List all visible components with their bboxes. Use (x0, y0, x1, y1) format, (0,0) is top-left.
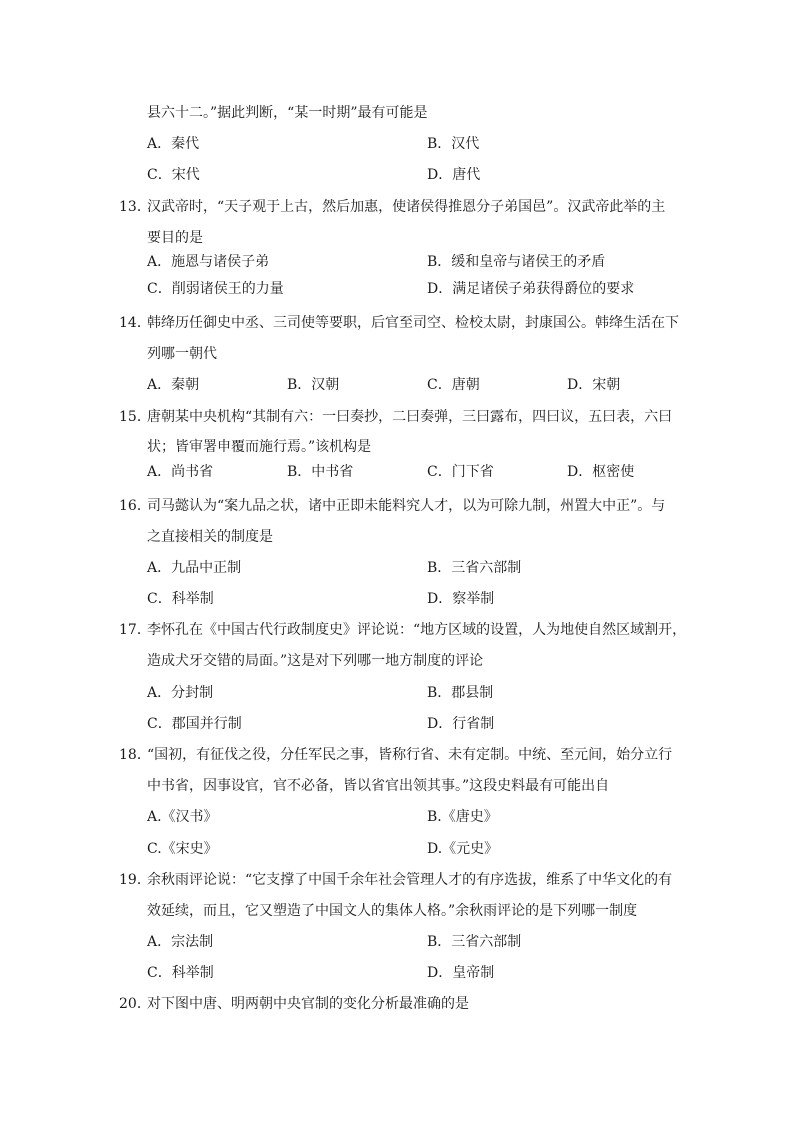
q15-option-c[interactable]: C．门下省 (427, 464, 494, 480)
q19-option-d[interactable]: D．皇帝制 (427, 965, 495, 981)
q19-text-line-1: 余秋雨评论说：“它支撑了中国千余年社会管理人才的有序选拔，维系了中华文化的有 (147, 872, 673, 888)
q16-text-line-1: 司马懿认为“案九品之状，诸中正即未能料究人才，以为可除九制，州置大中正”。与 (147, 498, 666, 514)
q20-number: 20． (119, 996, 151, 1012)
q16-option-a[interactable]: A．九品中正制 (147, 560, 242, 576)
q19-option-c[interactable]: C．科举制 (147, 965, 214, 981)
q18-number: 18． (119, 747, 151, 763)
q12-text-line: 县六十二。”据此判断，“某一时期”最有可能是 (147, 105, 428, 121)
q13-option-b[interactable]: B．缓和皇帝与诸侯王的矛盾 (427, 254, 606, 270)
q19-number: 19． (119, 872, 151, 888)
q17-option-b[interactable]: B．郡县制 (427, 685, 494, 701)
q19-option-b[interactable]: B．三省六部制 (427, 934, 522, 950)
q14-text-line-2: 列哪一朝代 (147, 346, 217, 362)
q12-option-d[interactable]: D．唐代 (427, 167, 481, 183)
q19-option-a[interactable]: A．宗法制 (147, 934, 214, 950)
q12-option-b[interactable]: B．汉代 (427, 136, 480, 152)
q12-option-c[interactable]: C．宋代 (147, 167, 200, 183)
q18-option-b[interactable]: B.《唐史》 (427, 809, 498, 825)
q17-option-a[interactable]: A．分封制 (147, 685, 214, 701)
q17-option-d[interactable]: D．行省制 (427, 716, 495, 732)
q13-text-line-1: 汉武帝时，“天子观于上古，然后加惠，使诸侯得推恩分子弟国邑”。汉武帝此举的主 (147, 199, 666, 215)
q14-text-line-1: 韩绛历任御史中丞、三司使等要职，后官至司空、检校太尉，封康国公。韩绛生活在下 (147, 315, 679, 331)
q14-option-a[interactable]: A．秦朝 (147, 377, 200, 393)
q13-option-a[interactable]: A．施恩与诸侯子弟 (147, 254, 270, 270)
q15-number: 15． (119, 409, 151, 425)
q18-option-c[interactable]: C.《宋史》 (147, 841, 218, 857)
q13-text-line-2: 要目的是 (147, 230, 203, 246)
q13-option-c[interactable]: C．削弱诸侯王的力量 (147, 281, 284, 297)
q15-option-a[interactable]: A．尚书省 (147, 464, 214, 480)
q17-text-line-1: 李怀孔在《中国古代行政制度史》评论说：“地方区域的设置，人为地使自然区域割开， (147, 622, 687, 638)
q18-option-d[interactable]: D.《元史》 (427, 841, 499, 857)
q14-option-b[interactable]: B．汉朝 (287, 377, 340, 393)
q19-text-line-2: 效延续，而且，它又塑造了中国文人的集体人格。”余秋雨评论的是下列哪一制度 (147, 903, 638, 919)
q18-text-line-1: “国初，有征伐之役，分任军民之事，皆称行省、未有定制。中统、至元间，始分立行 (147, 747, 673, 763)
q17-text-line-2: 造成犬牙交错的局面。”这是对下列哪一地方制度的评论 (147, 653, 484, 669)
q16-option-b[interactable]: B．三省六部制 (427, 560, 522, 576)
q16-text-line-2: 之直接相关的制度是 (147, 529, 273, 545)
q18-option-a[interactable]: A.《汉书》 (147, 809, 218, 825)
q18-text-line-2: 中书省，因事设官，官不必备，皆以省官出领其事。”这段史料最有可能出自 (147, 778, 610, 794)
q15-text-line-1: 唐朝某中央机构“其制有六：一曰奏抄，二曰奏弹，三曰露布，四曰议，五曰表，六曰 (147, 409, 673, 425)
q14-number: 14． (119, 315, 151, 331)
q15-text-line-2: 状；皆审署申覆而施行焉。”该机构是 (147, 439, 372, 455)
q17-number: 17． (119, 622, 151, 638)
q15-option-b[interactable]: B．中书省 (287, 464, 354, 480)
q16-option-d[interactable]: D．察举制 (427, 591, 495, 607)
q16-option-c[interactable]: C．科举制 (147, 591, 214, 607)
q16-number: 16． (119, 498, 151, 514)
q20-text-line-1: 对下图中唐、明两朝中央官制的变化分析最准确的是 (147, 996, 469, 1012)
q14-option-d[interactable]: D．宋朝 (567, 377, 621, 393)
q13-option-d[interactable]: D．满足诸侯子弟获得爵位的要求 (427, 281, 635, 297)
q13-number: 13． (119, 199, 151, 215)
q17-option-c[interactable]: C．郡国并行制 (147, 716, 242, 732)
q12-option-a[interactable]: A．秦代 (147, 136, 200, 152)
q14-option-c[interactable]: C．唐朝 (427, 377, 480, 393)
q15-option-d[interactable]: D．枢密使 (567, 464, 635, 480)
